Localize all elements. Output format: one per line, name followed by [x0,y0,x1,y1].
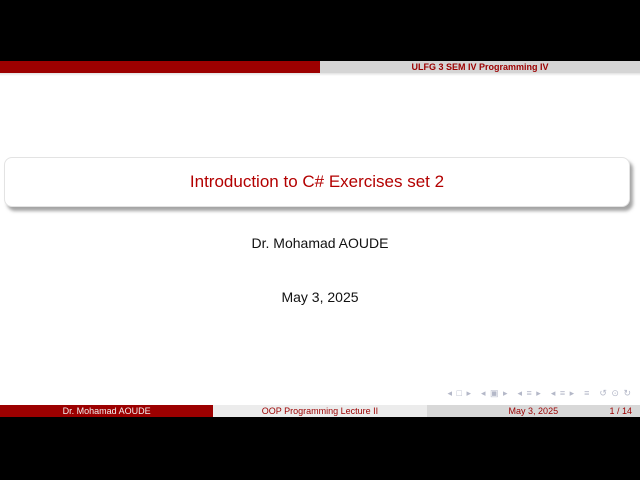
author-line: Dr. Mohamad AOUDE [251,235,389,251]
section-nav-icon[interactable]: ◂ ≡ ▸ [550,388,576,398]
frame-nav-icon[interactable]: ◂ ▣ ▸ [480,388,509,398]
letterbox-bottom [0,417,640,480]
footer-page-number: 1 / 14 [609,406,632,416]
slide-nav-icon[interactable]: ◂ □ ▸ [447,388,472,398]
date-line: May 3, 2025 [281,289,359,305]
beamer-navigation-bar [447,387,632,399]
footer-lecture-title: OOP Programming Lecture II [213,405,426,417]
document-nav-icon[interactable]: ≡ [584,388,591,398]
header-left-accent-bar [0,61,320,73]
footer-date: May 3, 2025 [508,406,559,416]
slide-footer-bar [0,405,640,417]
slide-title: Introduction to C# Exercises set 2 [189,172,445,191]
header-course-label: ULFG 3 SEM IV Programming IV [320,61,640,73]
subsection-nav-icon[interactable]: ◂ ≡ ▸ [517,388,542,398]
footer-author: Dr. Mohamad AOUDE [0,405,213,417]
letterbox-top [0,0,640,61]
history-nav-icon[interactable]: ↺ ⊙ ↻ [599,388,632,398]
title-box [4,157,630,207]
slide [0,61,640,417]
slide-header-bar [0,61,640,73]
footer-date-page [427,405,640,417]
